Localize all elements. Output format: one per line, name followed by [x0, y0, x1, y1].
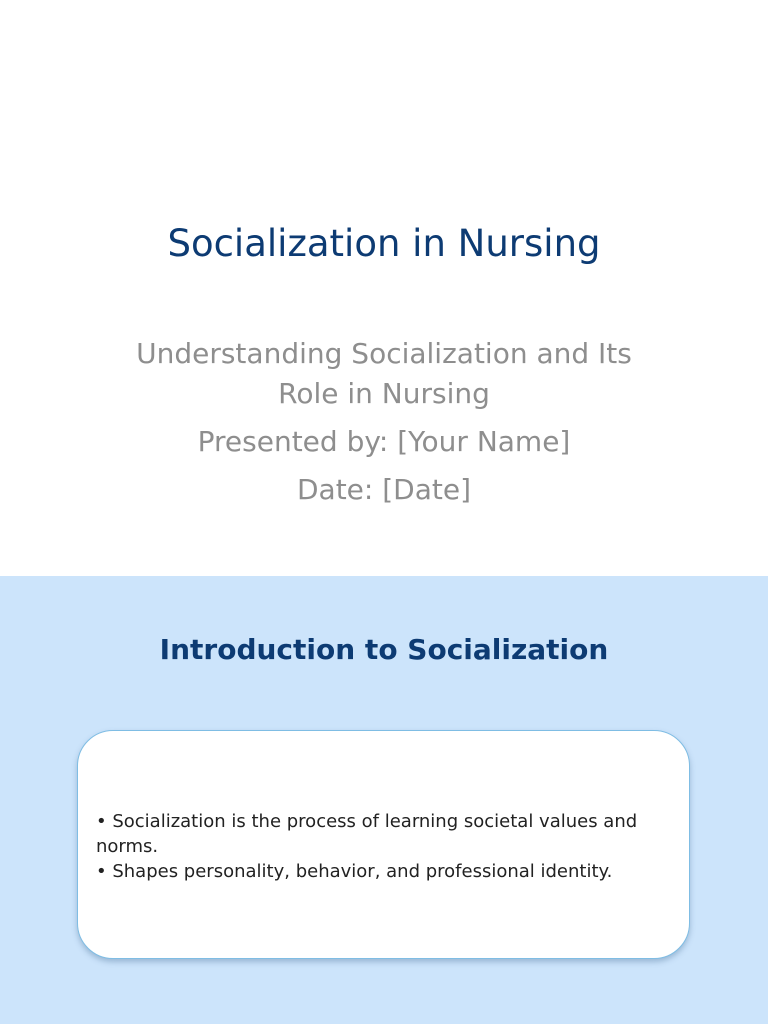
bullet-list — [96, 809, 656, 884]
slide-title: Socialization in Nursing — [167, 222, 601, 265]
bullet-item: • Socialization is the process of learning societal values and norms. — [96, 811, 638, 857]
content-card — [77, 730, 690, 959]
presenter-text: Presented by: [Your Name] — [197, 425, 571, 458]
date-text: Date: [Date] — [296, 473, 472, 506]
introduction-slide — [0, 576, 768, 1024]
slide-heading: Introduction to Socialization — [159, 633, 609, 666]
bullet-item: • Shapes personality, behavior, and professional identity. — [96, 861, 613, 882]
subtitle-text: Understanding Socialization and Its Role in Nursing — [136, 337, 632, 410]
slide-subtitle — [110, 334, 658, 510]
